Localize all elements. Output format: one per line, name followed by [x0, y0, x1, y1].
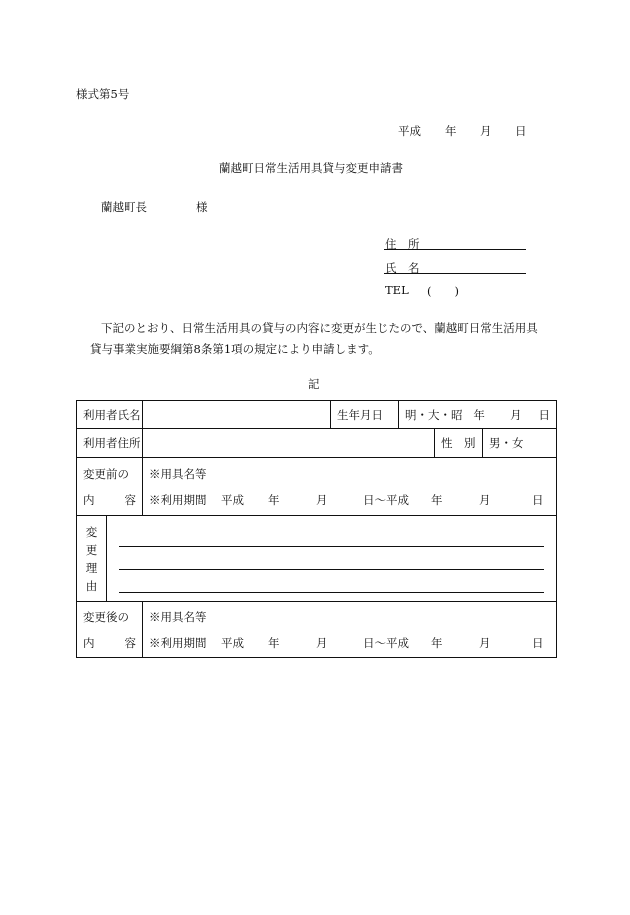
- reason-line-2[interactable]: [119, 547, 544, 570]
- before-item-name: ※用具名等: [149, 466, 207, 481]
- name-label: 氏 名: [385, 261, 420, 275]
- period-month2: 月: [479, 492, 491, 507]
- birth-month: 月: [510, 407, 522, 422]
- row-user-address: [77, 429, 557, 458]
- before-content[interactable]: [143, 458, 557, 516]
- period-day-tilde: 日～平成: [363, 492, 409, 507]
- after-period-day-tilde: 日～平成: [363, 635, 409, 650]
- after-content[interactable]: [143, 602, 557, 658]
- reason-char-1: 変: [85, 524, 98, 539]
- row-user-name: [77, 401, 557, 429]
- row-before: [77, 458, 557, 516]
- after-period-month2: 月: [479, 635, 491, 650]
- before-label: [77, 458, 143, 516]
- form-number: 様式第5号: [76, 87, 130, 101]
- period-day2: 日: [532, 492, 544, 507]
- reason-field[interactable]: [107, 516, 557, 602]
- sex-field[interactable]: 男・女: [483, 429, 557, 458]
- address-label: 住 所: [385, 237, 420, 251]
- before-label-char2: 容: [124, 492, 136, 507]
- period-month1: 月: [316, 492, 328, 507]
- period-era1: 平成: [221, 492, 244, 507]
- period-year1: 年: [268, 492, 280, 507]
- reason-line-3[interactable]: [119, 570, 544, 593]
- before-period: [149, 487, 550, 513]
- date-day: 日: [515, 124, 527, 138]
- user-name-label: 利用者氏名: [77, 401, 143, 429]
- after-period-label: ※利用期間: [149, 635, 207, 650]
- reason-char-4: 由: [85, 578, 98, 593]
- user-address-field[interactable]: [143, 429, 435, 458]
- reason-label: [77, 516, 107, 602]
- reason-char-2: 更: [85, 542, 98, 557]
- after-label: [77, 602, 143, 658]
- after-label-char1: 内: [83, 635, 95, 650]
- after-label-line1: 変更後の: [83, 609, 129, 624]
- reason-line-1[interactable]: [119, 524, 544, 547]
- period-year2: 年: [431, 492, 443, 507]
- date-era: 平成: [398, 124, 421, 138]
- reason-char-3: 理: [85, 560, 98, 575]
- birth-era: 明・大・昭: [405, 407, 463, 422]
- name-line[interactable]: [384, 273, 526, 274]
- tel-parens[interactable]: ( ): [427, 284, 459, 298]
- ki-heading: 記: [308, 377, 320, 391]
- addressee-honorific: 様: [196, 200, 208, 214]
- before-label-char1: 内: [83, 492, 95, 507]
- sex-label: 性 別: [435, 429, 483, 458]
- user-address-label: 利用者住所: [77, 429, 143, 458]
- row-reason: [77, 516, 557, 602]
- after-period-day2: 日: [532, 635, 544, 650]
- user-name-field[interactable]: [143, 401, 331, 429]
- period-label: ※利用期間: [149, 492, 207, 507]
- row-after: [77, 602, 557, 658]
- document-title: 蘭越町日常生活用具貸与変更申請書: [219, 161, 403, 175]
- birth-label: 生年月日: [331, 401, 399, 429]
- after-period-month1: 月: [316, 635, 328, 650]
- after-label-char2: 容: [124, 635, 136, 650]
- after-item-name: ※用具名等: [149, 609, 207, 624]
- birth-day: 日: [538, 407, 551, 422]
- after-period-year1: 年: [268, 635, 280, 650]
- before-label-line1: 変更前の: [83, 466, 129, 481]
- date-year: 年: [445, 124, 457, 138]
- date-month: 月: [480, 124, 492, 138]
- application-table: [76, 400, 557, 658]
- tel-label: TEL: [385, 283, 409, 297]
- after-period-era1: 平成: [221, 635, 244, 650]
- birth-field[interactable]: [399, 401, 557, 429]
- birth-year: 年: [473, 407, 485, 422]
- body-text-line2: 貸与事業実施要綱第8条第1項の規定により申請します。: [90, 342, 380, 356]
- address-line[interactable]: [384, 249, 526, 250]
- after-period-year2: 年: [431, 635, 443, 650]
- after-period: [149, 630, 550, 656]
- addressee-name: 蘭越町長: [101, 200, 147, 214]
- body-text-line1: 下記のとおり、日常生活用具の貸与の内容に変更が生じたので、蘭越町日常生活用具: [101, 321, 538, 335]
